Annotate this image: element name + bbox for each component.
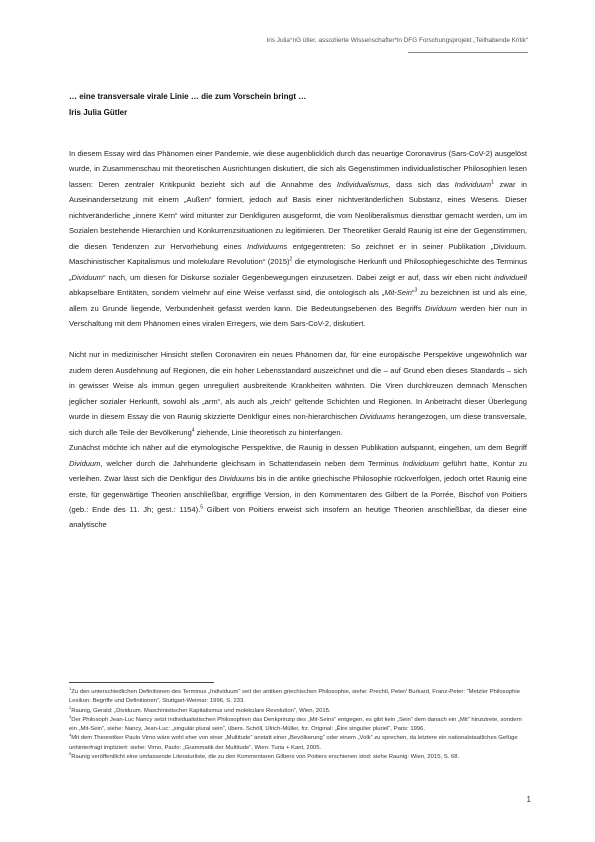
- paragraph: [69, 146, 527, 331]
- emphasized-term: Individualismus: [336, 179, 389, 189]
- emphasized-term: Dividuums: [219, 474, 255, 484]
- emphasized-term: Individuum: [454, 179, 492, 189]
- footnote-text: Raunig veröffentlicht eine umfassende Literaturliste, die zu den Kommentaren Gilbers von Poitiers erschienen sind: siehe Raunig: Wien, 2015, S. 68.: [71, 754, 460, 761]
- emphasized-term: Dividuums: [359, 412, 395, 422]
- footnote-ref[interactable]: 5: [200, 504, 203, 511]
- footnotes: [69, 688, 527, 762]
- footnote-ref[interactable]: 4: [191, 427, 195, 434]
- emphasized-term: Individuum: [402, 458, 439, 468]
- footnote-text: Raunig, Gerald: „Dividuum. Maschinistischer Kapitalismus und molekulare Revolution“, Wien, 2015.: [71, 707, 331, 714]
- paragraph: [69, 347, 527, 440]
- text-run: zu bezeichnen ist und als eine, allem zu Grunde liegende, Verbundenheit gefasst werden kann. Die Bedeutungsebenen des Begriffs: [69, 288, 527, 313]
- emphasized-term: Individuums: [246, 241, 288, 251]
- text-run: “ nach, um diesen für Diskurse sozialer Gegenbewegungen einzusetzen. Dabei zeigt er auf, dass wir eben nicht: [102, 272, 494, 282]
- text-run: werden hier nun in Verschaltung mit dem Phänomen eines viralen Erregers, wie dem Sars-CoV-2, diskutiert.: [69, 303, 527, 328]
- footnote: [69, 704, 527, 716]
- running-header: Iris Julia°nG ütler, assoziierte Wissenschafter*in DFG Forschungsprojekt „Teilhabende Kritik“: [266, 37, 528, 44]
- text-run: abkapselbare Entitäten, sondern vielmehr auf eine Weise verfasst sind, die ontologisch als „: [69, 288, 385, 298]
- text-run: , dass sich das: [388, 179, 455, 189]
- text-run: die etymologische Herkunft und Philosophiegeschichte des Terminus „: [69, 257, 527, 282]
- text-run: In diesem Essay wird das Phänomen einer Pandemie, wie diese augenblicklich durch das neuartige Coronavirus (Sars-CoV-2) ausgelöst wurde, in Zusammenschau mit theoretischen Ausrichtungen diskutiert, die sich als Gegenstimmen individualistischer Philosophien lesen lassen: Deren zentraler Kritikpunkt bezieht sich auf die Annahme des: [69, 149, 527, 189]
- emphasized-term: Dividuum: [71, 272, 103, 282]
- text-run: Gilbert von Poitiers erweist sich insofern an heutige Theorien anschließbar, da dieser eine analytische: [69, 504, 527, 530]
- text-run: geführt hatte, Kontur zu verleihen. Zwar lässt sich die Denkfigur des: [69, 458, 527, 484]
- footnote: [69, 734, 527, 753]
- footnote-number: 5: [69, 751, 72, 757]
- essay-title: … eine transversale virale Linie … die zum Vorschein bringt …: [69, 92, 307, 101]
- page-number: 1: [526, 795, 531, 804]
- footnote-rule: [69, 682, 214, 683]
- text-run: Nicht nur in medizinischer Hinsicht stellen Coronaviren ein neues Phänomen dar, für eine europäische Perspektive ungewöhnlich war zudem deren Ausdehnung auf Regionen, die ein hoher Lebensstandard auszeichnet und die – auf Grund eben dieses Standards – sich in gewisser Weise als immun gegen unreguliert ausbreitende Krankheiten wähnten. Die Viren durchkreuzen demnach Menschen jeglicher sozialer Herkunft, sowohl als „arm“, als auch als „reich“ geltende Schichten und Regionen. In Anbetracht dieser Überlegung wurde in diesem Essay die von Raunig skizzierte Denkfigur eines non-hierarchischen: [69, 350, 527, 422]
- footnote-number: 2: [69, 704, 72, 710]
- text-run: ziehende, Linie theoretisch zu hinterfangen.: [194, 427, 343, 437]
- footnote-ref[interactable]: 1: [491, 179, 494, 186]
- footnote-text: Zu den unterschiedlichen Definitionen des Terminus „Individuum“ seit der antiken griechischen Philosophie, siehe: Prechtl, Peter/ Burkard, Franz-Peter: “Metzler Philosophie Lexikon: Begriffe und Definitionen”, Stuttgart-Weimar: 1996, S. 233.: [69, 689, 521, 705]
- footnote-ref[interactable]: 3: [414, 287, 418, 294]
- footnote-text: Mit dem Theoretiker Paulo Virno wäre wohl eher von einer „Multitude“ anstatt einer „Bevölkerung“ oder einem „Volk“ zu sprechen, da letztere ein nationalstaatliches Gefüge unhinterfragt impliziert: siehe: Virno, Paolo: „Grammatik der Multitude“, Wien: Turia + Kant, 2005.: [69, 735, 518, 751]
- text-run: entgegentreten: So zeichnet er in seiner Publikation „Dividuum. Maschinistischer Kapitalismus und molekulare Revolution“ (2015): [69, 241, 527, 267]
- text-run: , welcher durch die Jahrhunderte gleichsam in Schattendasein neben dem Terminus: [100, 458, 403, 468]
- footnote: [69, 688, 527, 707]
- paragraph: [69, 440, 527, 533]
- emphasized-term: Mit-Sein: [384, 288, 412, 298]
- footnote-number: 4: [69, 732, 72, 738]
- emphasized-term: individuell: [493, 272, 527, 282]
- text-run: zwar in Auseinandersetzung mit einem „Außen“ formiert, jedoch auf Basis einer nichtveränderlichen Substanz, eines Wesens. Dieser nichtveränderliche „innere Kern“ wird mitunter zur Denkfiguren ausgeformt, die vom Neoliberalismus dienstbar gemacht werden, um im Sozialen bestehende Hierarchien und Konkurrenzsituationen zu legitimieren. Der Theoretiker Gerald Raunig ist eine der Gegenstimmen, die diesen Tendenzen zur Hervorhebung eines: [69, 179, 527, 251]
- footnote: [69, 713, 527, 735]
- header-rule: [408, 52, 528, 53]
- emphasized-term: Dividuum: [425, 303, 457, 313]
- footnote-ref[interactable]: 2: [289, 256, 293, 263]
- body-text: [69, 146, 527, 533]
- footnote-text: Der Philosoph Jean-Luc Nancy setzt individualistischen Philosophien das Denkprinzip des „Mit-Seins“ entgegen, es gibt kein „Sein“ dem danach ein „Mit“ hinzutrete, sondern ein „Mit-Sein“, siehe: Nancy, Jean-Luc: „singulär plural sein“, übers. Schöll, Ulrich-Müller, frz. Original: „Être singulier pluriel“, Paris: 1996.: [69, 716, 522, 733]
- essay-author: Iris Julia Gütler: [69, 108, 128, 117]
- text-run: herangezogen, um diese transversale, sich durch alle Teile der Bevölkerung: [69, 412, 527, 437]
- footnote-number: 1: [69, 686, 72, 692]
- footnote-number: 3: [69, 713, 72, 719]
- emphasized-term: Dividuum: [69, 458, 101, 468]
- text-run: Zunächst möchte ich näher auf die etymologische Perspektive, die Raunig in dessen Publikation aufspannt, eingehen, um dem Begriff: [69, 443, 527, 453]
- text-run: “: [412, 288, 415, 298]
- footnote: [69, 753, 527, 762]
- text-run: bis in die antike griechische Philosophie rückverfolgen, jedoch ortet Raunig eine erste, für gegenwärtige Theorien anschließbar, ergriffige Version, in den Kommentaren des Gilbert de la Porrée, Bischof von Poitiers (geb.: Ende des 11. Jh; gest.: 1154).: [69, 474, 527, 514]
